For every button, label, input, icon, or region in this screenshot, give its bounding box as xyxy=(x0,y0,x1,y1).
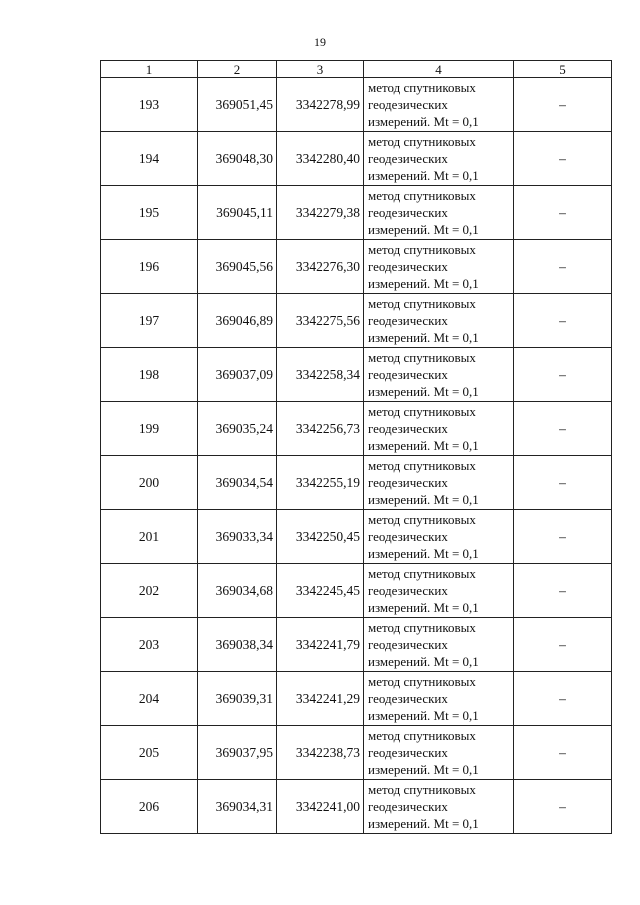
y-coordinate-cell: 3342256,73 xyxy=(277,402,364,456)
method-cell: метод спутниковых геодезических измерений. Mt = 0,1 xyxy=(364,132,514,186)
header-cell-1: 1 xyxy=(101,61,198,78)
y-coordinate-cell: 3342275,56 xyxy=(277,294,364,348)
y-coordinate-cell: 3342280,40 xyxy=(277,132,364,186)
x-coordinate-cell: 369039,31 xyxy=(198,672,277,726)
y-coordinate-cell: 3342278,99 xyxy=(277,78,364,132)
method-cell: метод спутниковых геодезических измерений. Mt = 0,1 xyxy=(364,240,514,294)
table-row xyxy=(101,780,612,834)
method-cell: метод спутниковых геодезических измерений. Mt = 0,1 xyxy=(364,348,514,402)
table-row xyxy=(101,726,612,780)
method-cell: метод спутниковых геодезических измерений. Mt = 0,1 xyxy=(364,564,514,618)
x-coordinate-cell: 369048,30 xyxy=(198,132,277,186)
method-cell: метод спутниковых геодезических измерений. Mt = 0,1 xyxy=(364,456,514,510)
y-coordinate-cell: 3342250,45 xyxy=(277,510,364,564)
x-coordinate-cell: 369037,95 xyxy=(198,726,277,780)
method-cell: метод спутниковых геодезических измерений. Mt = 0,1 xyxy=(364,780,514,834)
y-coordinate-cell: 3342245,45 xyxy=(277,564,364,618)
point-number-cell: 198 xyxy=(101,348,198,402)
method-cell: метод спутниковых геодезических измерений. Mt = 0,1 xyxy=(364,78,514,132)
x-coordinate-cell: 369038,34 xyxy=(198,618,277,672)
table-row xyxy=(101,564,612,618)
point-number-cell: 204 xyxy=(101,672,198,726)
note-cell: – xyxy=(514,726,612,780)
table-row xyxy=(101,510,612,564)
page-number: 19 xyxy=(314,35,326,49)
note-cell: – xyxy=(514,402,612,456)
point-number-cell: 200 xyxy=(101,456,198,510)
note-cell: – xyxy=(514,186,612,240)
table-row xyxy=(101,294,612,348)
note-cell: – xyxy=(514,456,612,510)
table-header xyxy=(101,61,612,78)
x-coordinate-cell: 369045,11 xyxy=(198,186,277,240)
header-cell-4: 4 xyxy=(364,61,514,78)
point-number-cell: 197 xyxy=(101,294,198,348)
point-number-cell: 205 xyxy=(101,726,198,780)
point-number-cell: 203 xyxy=(101,618,198,672)
point-number-cell: 193 xyxy=(101,78,198,132)
y-coordinate-cell: 3342255,19 xyxy=(277,456,364,510)
y-coordinate-cell: 3342258,34 xyxy=(277,348,364,402)
table-row xyxy=(101,240,612,294)
point-number-cell: 206 xyxy=(101,780,198,834)
y-coordinate-cell: 3342238,73 xyxy=(277,726,364,780)
y-coordinate-cell: 3342279,38 xyxy=(277,186,364,240)
note-cell: – xyxy=(514,564,612,618)
note-cell: – xyxy=(514,672,612,726)
y-coordinate-cell: 3342241,29 xyxy=(277,672,364,726)
point-number-cell: 196 xyxy=(101,240,198,294)
method-cell: метод спутниковых геодезических измерений. Mt = 0,1 xyxy=(364,294,514,348)
x-coordinate-cell: 369051,45 xyxy=(198,78,277,132)
note-cell: – xyxy=(514,348,612,402)
header-cell-5: 5 xyxy=(514,61,612,78)
table-row xyxy=(101,402,612,456)
method-cell: метод спутниковых геодезических измерений. Mt = 0,1 xyxy=(364,186,514,240)
note-cell: – xyxy=(514,294,612,348)
x-coordinate-cell: 369045,56 xyxy=(198,240,277,294)
note-cell: – xyxy=(514,240,612,294)
note-cell: – xyxy=(514,78,612,132)
table-row xyxy=(101,186,612,240)
x-coordinate-cell: 369037,09 xyxy=(198,348,277,402)
table-row xyxy=(101,672,612,726)
table-row xyxy=(101,348,612,402)
header-cell-2: 2 xyxy=(198,61,277,78)
table-row xyxy=(101,132,612,186)
method-cell: метод спутниковых геодезических измерений. Mt = 0,1 xyxy=(364,672,514,726)
header-row xyxy=(101,61,612,78)
method-cell: метод спутниковых геодезических измерений. Mt = 0,1 xyxy=(364,726,514,780)
table-row xyxy=(101,78,612,132)
note-cell: – xyxy=(514,132,612,186)
x-coordinate-cell: 369034,68 xyxy=(198,564,277,618)
method-cell: метод спутниковых геодезических измерений. Mt = 0,1 xyxy=(364,402,514,456)
note-cell: – xyxy=(514,618,612,672)
x-coordinate-cell: 369035,24 xyxy=(198,402,277,456)
note-cell: – xyxy=(514,780,612,834)
table-row xyxy=(101,456,612,510)
table-row xyxy=(101,618,612,672)
x-coordinate-cell: 369033,34 xyxy=(198,510,277,564)
table-body xyxy=(101,78,612,834)
point-number-cell: 202 xyxy=(101,564,198,618)
y-coordinate-cell: 3342241,00 xyxy=(277,780,364,834)
note-cell: – xyxy=(514,510,612,564)
point-number-cell: 195 xyxy=(101,186,198,240)
x-coordinate-cell: 369034,31 xyxy=(198,780,277,834)
x-coordinate-cell: 369034,54 xyxy=(198,456,277,510)
coordinates-table xyxy=(100,60,612,834)
point-number-cell: 194 xyxy=(101,132,198,186)
point-number-cell: 201 xyxy=(101,510,198,564)
method-cell: метод спутниковых геодезических измерений. Mt = 0,1 xyxy=(364,618,514,672)
header-cell-3: 3 xyxy=(277,61,364,78)
y-coordinate-cell: 3342276,30 xyxy=(277,240,364,294)
x-coordinate-cell: 369046,89 xyxy=(198,294,277,348)
point-number-cell: 199 xyxy=(101,402,198,456)
y-coordinate-cell: 3342241,79 xyxy=(277,618,364,672)
method-cell: метод спутниковых геодезических измерений. Mt = 0,1 xyxy=(364,510,514,564)
